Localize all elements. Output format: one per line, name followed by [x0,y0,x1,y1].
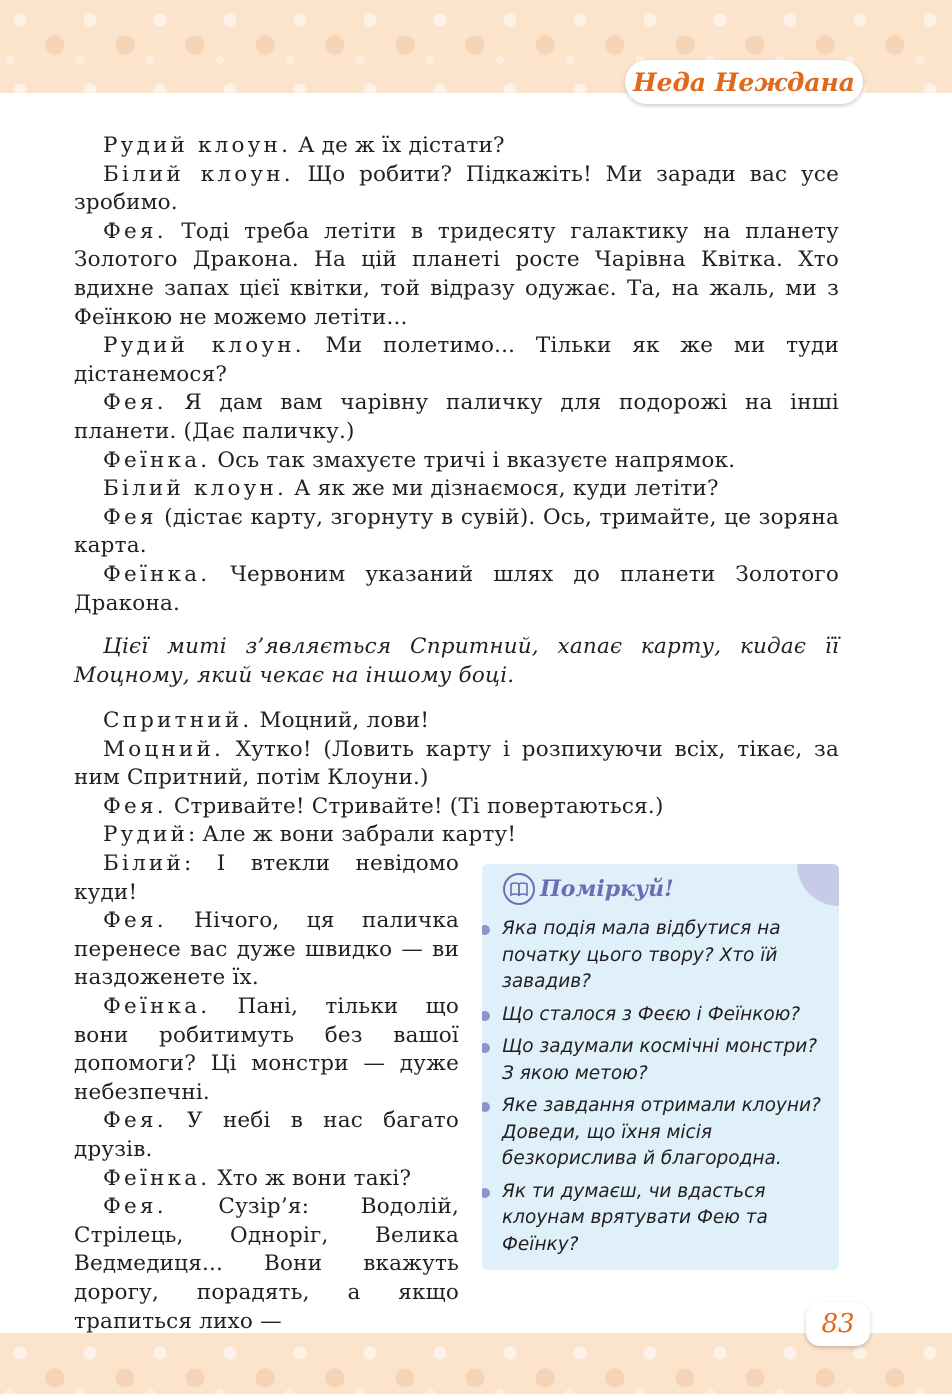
dialogue-line [74,907,459,993]
speaker-name: Білий клоун. [103,476,288,502]
chapter-title: Неда Неждана [625,60,863,104]
dialogue-line [74,736,839,793]
think-box-title: Поміркуй! [540,876,674,902]
bullet-icon [482,1102,490,1112]
think-box-corner [797,864,839,906]
page-number: 83 [806,1302,870,1346]
question-item [490,916,830,996]
question-text: Яке завдання отримали клоуни? Доведи, що їхня місія безкорислива й благородна. [502,1095,821,1169]
dialogue-block-3 [74,850,459,1336]
speaker-name: Моцний. [103,736,225,762]
line-text: : І втекли невідомо куди! [74,851,459,905]
dialogue-line [74,707,839,736]
line-text: Нічого, ця паличка перенесе вас дуже швидко — ви наздоженете їх. [74,908,459,991]
line-text: Моцний, лови! [252,708,430,733]
speaker-name: Спритний. [103,708,253,733]
line-text: У небі в нас багато друзів. [74,1108,459,1162]
question-item [490,1034,830,1087]
think-box-header [502,872,674,906]
footer-decor-band [0,1333,952,1394]
line-text: Я дам вам чарівну паличку для подорожі на інші планети. (Дає паличку.) [74,390,839,444]
line-text: Пані, тільки що вони робитимуть без вашої допомоги? Ці монстри — дуже небезпечні. [74,993,459,1105]
question-text: Що задумали космічні монстри? З якою метою? [502,1036,818,1084]
stage-direction: Цієї миті з’являється Спритний, хапає карту, кидає її Моцному, який чекає на іншому боці. [74,634,839,688]
think-box [482,864,839,1270]
speaker-name: Фея. [103,908,167,934]
stage-direction-block [74,633,839,690]
dialogue-line [74,475,839,504]
dialogue-line [74,1193,459,1336]
bullet-icon [482,1043,490,1053]
speaker-name: Фея [103,504,157,530]
dialogue-line [74,218,839,332]
line-text: Хутко! (Ловить карту і розпихуючи всіх, тікає, за ним Спритний, потім Клоуни.) [74,736,839,791]
dialogue-line [74,993,459,1107]
dialogue-line [74,793,839,822]
speaker-name: Фея. [103,218,167,244]
speaker-name: Рудий клоун. [103,133,292,158]
line-text: А де ж їх дістати? [291,133,505,158]
line-text: Стривайте! Стривайте! (Ті повертаються.) [166,793,664,819]
speaker-name: Рудий клоун. [103,333,305,359]
dialogue-line [74,821,839,850]
dialogue-line [74,504,839,561]
line-text: Ми полетимо... Тільки як же ми туди дістанемося? [74,333,840,387]
dialogue-line [74,389,839,446]
book-icon [502,872,536,906]
dialogue-block-1 [74,132,839,618]
speaker-name: Феїнка. [103,561,211,587]
question-text: Як ти думаєш, чи вдасться клоунам врятувати Фею та Феїнку? [502,1180,768,1255]
dialogue-line [74,850,459,907]
speaker-name: Білий [103,851,184,876]
dialogue-line [74,161,839,218]
speaker-name: Феїнка. [103,447,211,473]
speaker-name: Фея. [103,390,167,416]
question-text: Що сталося з Феєю і Феїнкою? [502,1003,801,1025]
question-text: Яка подія мала відбутися на початку цього твору? Хто їй завадив? [502,918,781,992]
dialogue-line [74,1165,459,1194]
question-item [490,1002,830,1029]
dialogue-line [74,132,839,161]
line-text: Ось так змахуєте тричі і вказуєте напрямок. [210,447,736,473]
speaker-name: Фея. [103,1194,167,1220]
line-text: Тоді треба летіти в тридесяту галактику на планету Золотого Дракона. На цій планеті росте Чарівна Квітка. Хто вдихне запах цієї квітки, той відразу одужає. Та, на жаль, ми з Феїнкою не можемо летіти... [74,218,839,330]
line-text: Сузір’я: Водолій, Стрілець, Однoріг, Велика Ведмедиця... Вони вкажуть дорогу, порадять, а якщо трапиться лихо — [74,1194,459,1334]
dialogue-line [74,332,839,389]
bullet-icon [482,925,490,935]
line-text: Червоним указаний шлях до планети Золотого Дракона. [74,561,839,616]
line-text: (дістає карту, згорнуту в сувій). Ось, тримайте, це зоряна карта. [74,504,839,559]
question-list [490,916,830,1264]
speaker-name: Фея. [103,793,167,819]
speaker-name: Феїнка. [103,1165,211,1191]
speaker-name: Білий клоун. [103,161,294,187]
line-text: : Але ж вони забрали карту! [188,822,517,848]
dialogue-line [74,561,839,618]
question-item [490,1093,830,1173]
speaker-name: Рудий [103,822,189,848]
dialogue-block-2 [74,707,839,850]
question-item [490,1179,830,1259]
speaker-name: Феїнка. [103,993,211,1019]
line-text: А як же ми дізнаємося, куди летіти? [287,476,719,502]
line-text: Що робити? Підкажіть! Ми заради вас усе зробимо. [74,161,839,216]
line-text: Хто ж вони такі? [210,1165,412,1191]
speaker-name: Фея. [103,1108,167,1134]
dialogue-line [74,447,839,476]
dialogue-line [74,1107,459,1164]
bullet-icon [482,1188,490,1198]
bullet-icon [482,1011,490,1021]
